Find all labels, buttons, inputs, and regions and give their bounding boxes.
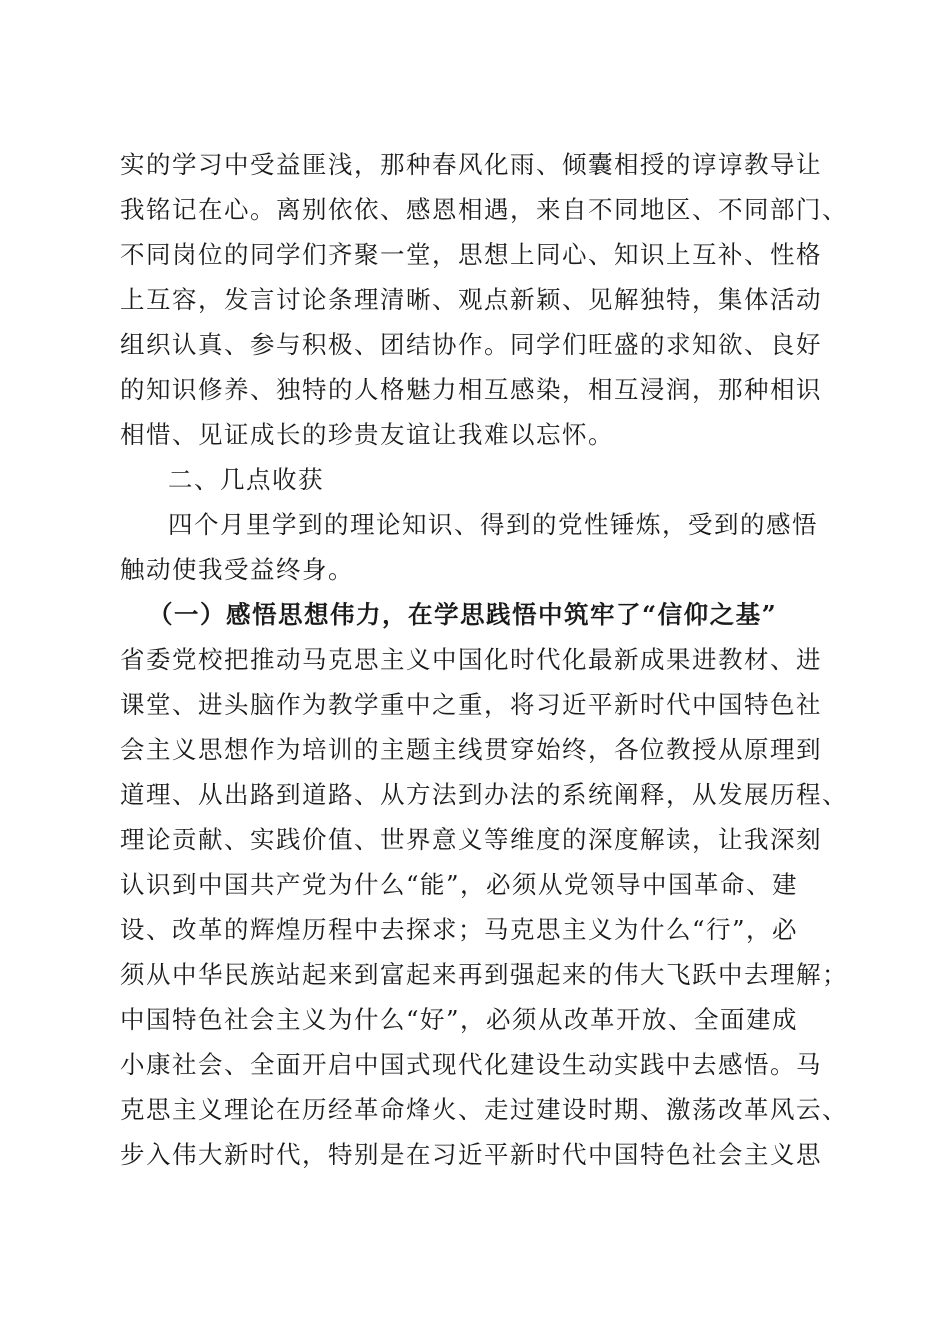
paragraph-line: 上互容，发言讨论条理清晰、观点新颖、见解独特，集体活动: [120, 285, 822, 314]
paragraph-line: 四个月里学到的理论知识、得到的党性锤炼，受到的感悟: [168, 510, 818, 539]
paragraph-line: 课堂、进头脑作为教学重中之重，将习近平新时代中国特色社: [120, 690, 822, 719]
paragraph-line: 认识到中国共产党为什么“能”，必须从党领导中国革命、建: [120, 870, 799, 899]
paragraph-line: 理论贡献、实践价值、世界意义等维度的深度解读，让我深刻: [120, 825, 822, 854]
paragraph-line: 须从中华民族站起来到富起来再到强起来的伟大飞跃中去理解；: [120, 960, 848, 989]
paragraph-line: 组织认真、参与积极、团结协作。同学们旺盛的求知欲、良好: [120, 330, 822, 359]
paragraph-line: 实的学习中受益匪浅，那种春风化雨、倾囊相授的谆谆教导让: [120, 150, 822, 179]
paragraph-line: 触动使我受益终身。: [120, 555, 354, 584]
subsection-heading: （一）感悟思想伟力，在学思践悟中筑牢了“信仰之基”: [148, 600, 778, 629]
paragraph-line: 设、改革的辉煌历程中去探求；马克思主义为什么“行”，必: [120, 915, 799, 944]
paragraph-line: 克思主义理论在历经革命烽火、走过建设时期、激荡改革风云、: [120, 1095, 848, 1124]
paragraph-line: 步入伟大新时代，特别是在习近平新时代中国特色社会主义思: [120, 1140, 822, 1169]
paragraph-line: 的知识修养、独特的人格魅力相互感染，相互浸润，那种相识: [120, 375, 822, 404]
paragraph-line: 省委党校把推动马克思主义中国化时代化最新成果进教材、进: [120, 645, 822, 674]
section-heading: 二、几点收获: [168, 465, 324, 494]
paragraph-line: 中国特色社会主义为什么“好”，必须从改革开放、全面建成: [120, 1005, 799, 1034]
paragraph-line: 我铭记在心。离别依依、感恩相遇，来自不同地区、不同部门、: [120, 195, 848, 224]
paragraph-line: 小康社会、全面开启中国式现代化建设生动实践中去感悟。马: [120, 1050, 822, 1079]
paragraph-line: 相惜、见证成长的珍贵友谊让我难以忘怀。: [120, 420, 614, 449]
paragraph-line: 不同岗位的同学们齐聚一堂，思想上同心、知识上互补、性格: [120, 240, 822, 269]
paragraph-line: 道理、从出路到道路、从方法到办法的系统阐释，从发展历程、: [120, 780, 848, 809]
paragraph-line: 会主义思想作为培训的主题主线贯穿始终，各位教授从原理到: [120, 735, 822, 764]
